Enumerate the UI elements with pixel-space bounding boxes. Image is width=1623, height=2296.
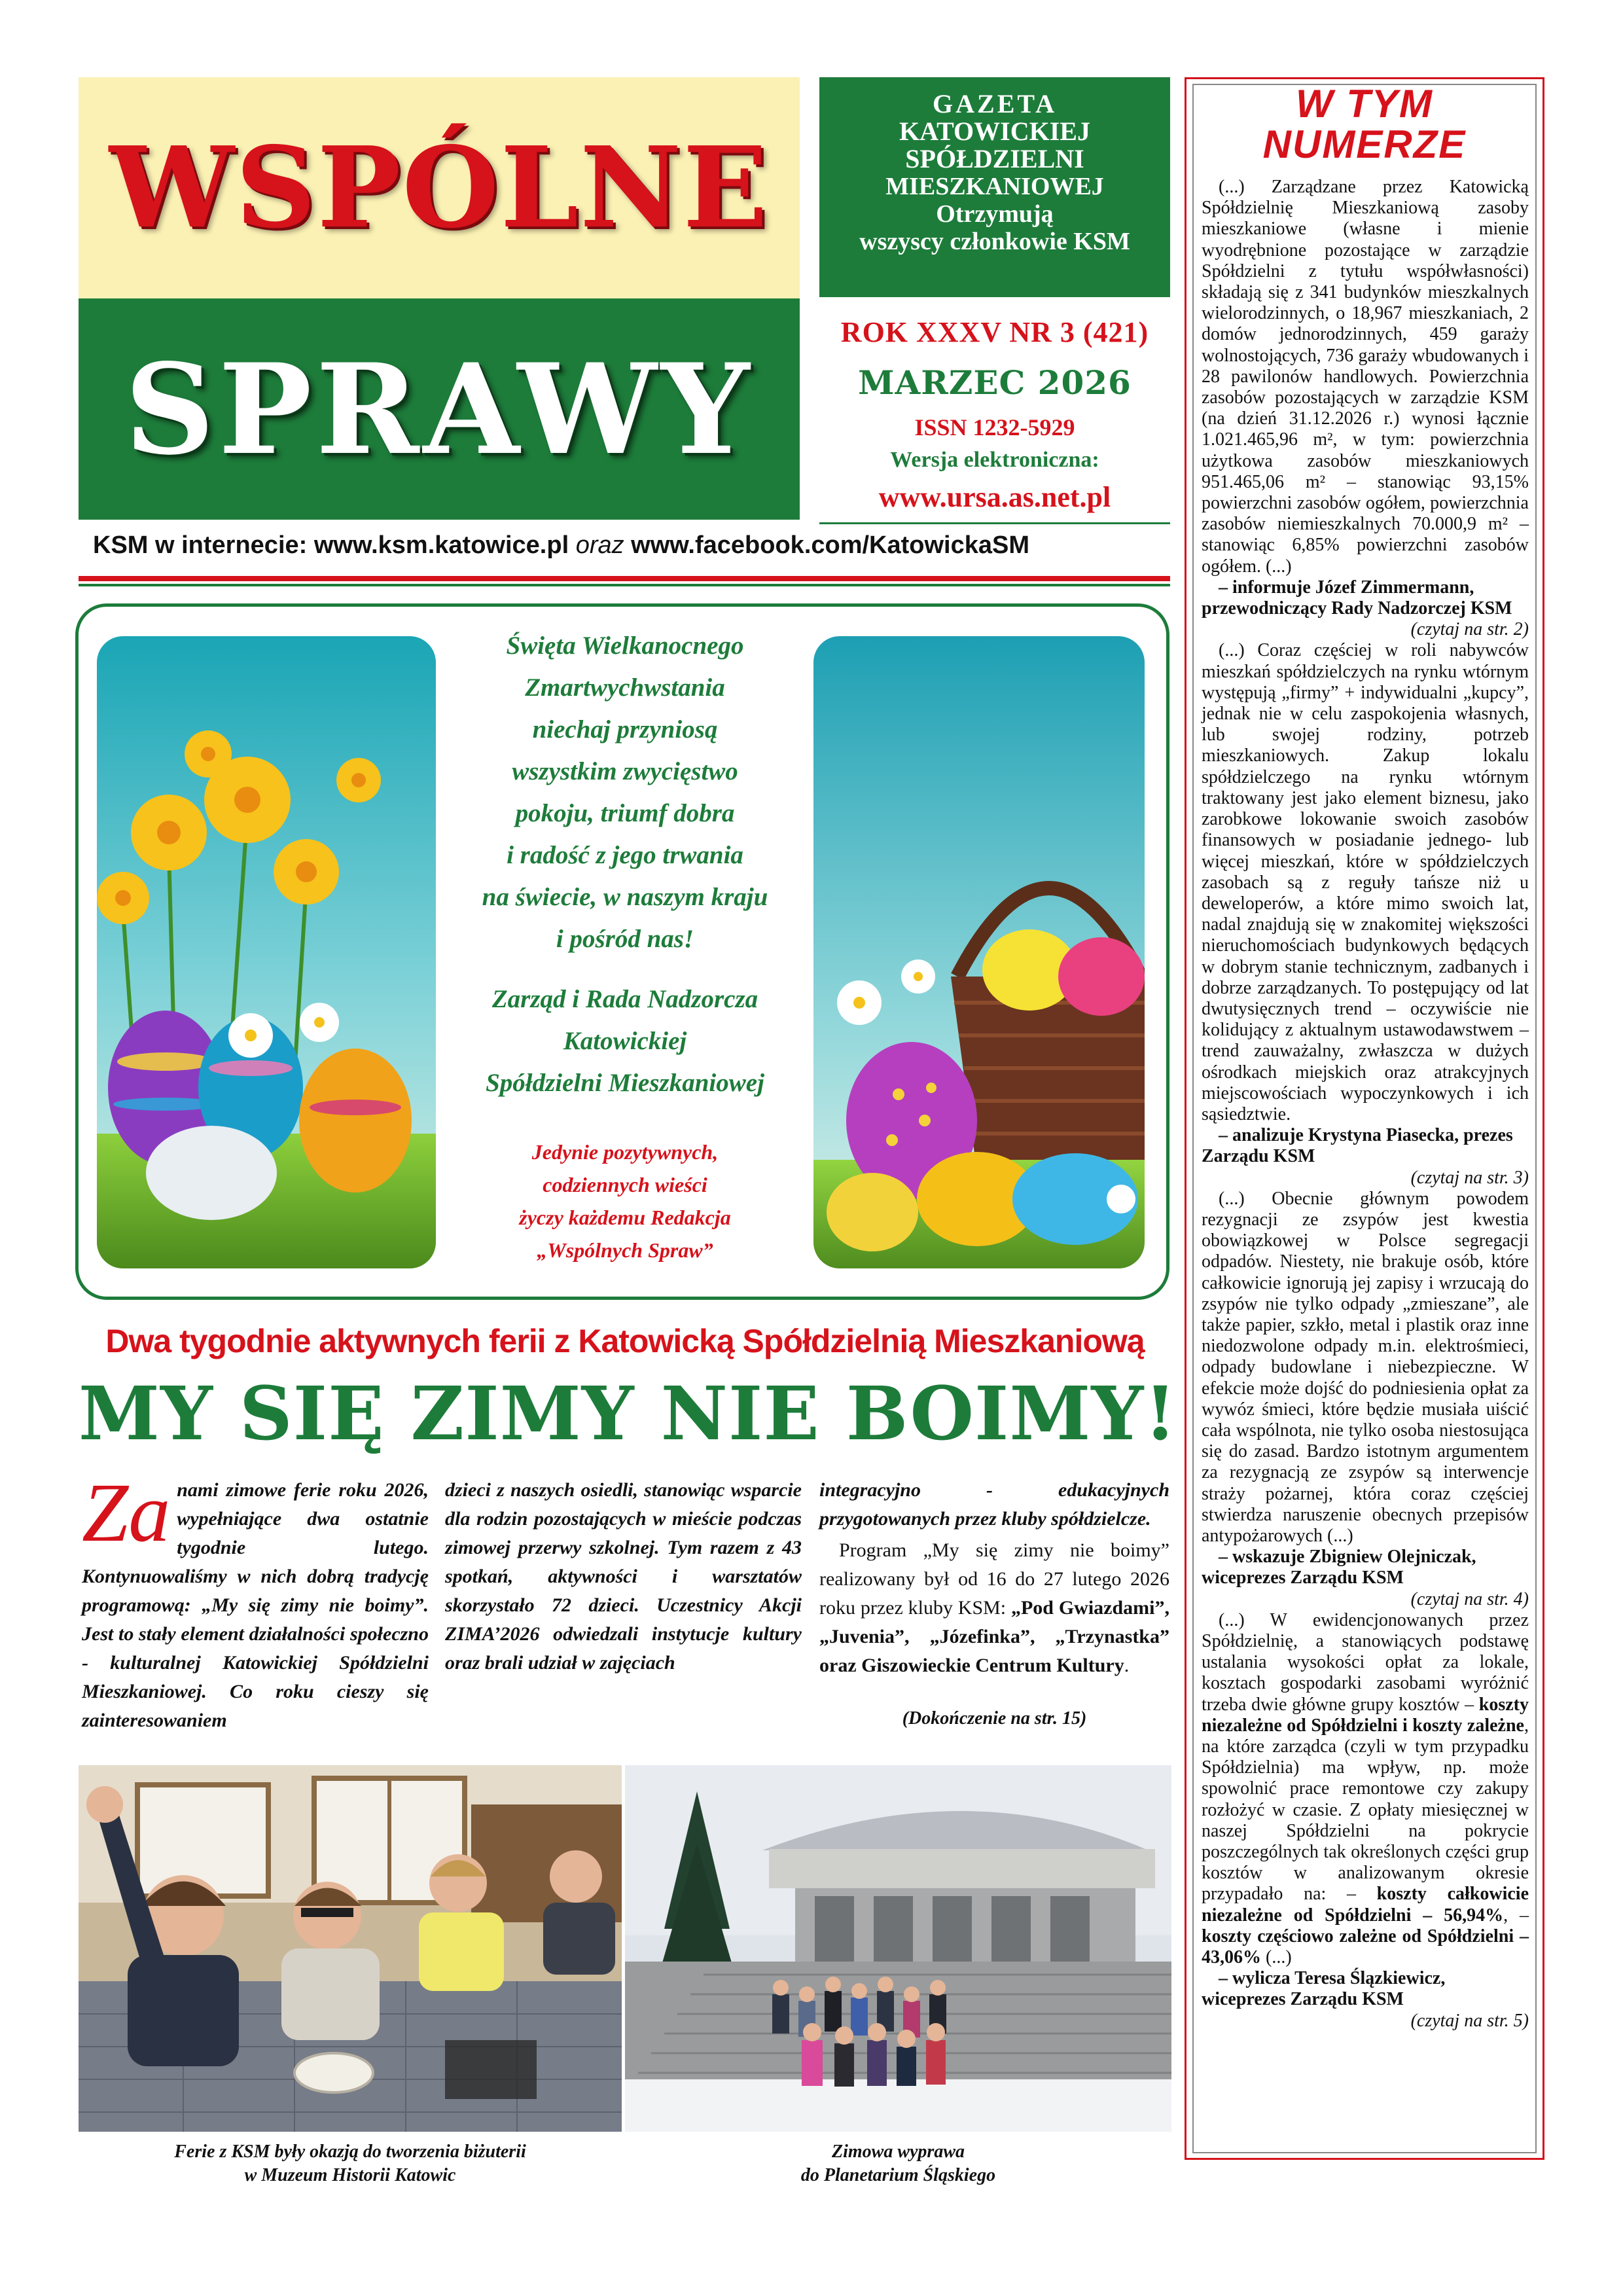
sidebar-author: – wskazuje Zbigniew Olejniczak, wiceprezes Zarządu KSM — [1202, 1547, 1476, 1588]
article-text: Program „My się zimy nie boimy” realizowany był od 16 do 27 lutego 2026 roku przez kluby KSM: — [819, 1539, 1169, 1619]
sidebar-excerpt — [1202, 1610, 1529, 1968]
internet-suffix[interactable]: www.facebook.com/KatowickaSM — [624, 531, 1030, 559]
sidebar-page-ref[interactable]: (czytaj na str. 5) — [1410, 2010, 1529, 2031]
excerpt-text: (...) W ewidencjonowanych przez Spółdzielnię, a stanowiących podstawę ustalania wysokości opłat za lokale, kosztach gospodarki zasobami wyróżnić trzeba dwie główne grupy kosztów – — [1202, 1609, 1529, 1715]
excerpt-text: , – — [1503, 1905, 1529, 1926]
gazette-line: Otrzymują — [936, 200, 1054, 228]
sidebar-title — [1192, 84, 1537, 165]
easter-line: na świecie, w naszym kraju — [482, 883, 768, 911]
excerpt-bold: koszty częściowo zależne od Spółdzielni – 43,06% — [1202, 1926, 1529, 1968]
issue-number: ROK XXXV NR 3 (421) — [840, 316, 1149, 348]
sidebar-page-ref[interactable]: (czytaj na str. 4) — [1410, 1588, 1529, 1609]
continued-note: (Dokończenie na str. 15) — [902, 1708, 1087, 1729]
easter-line: Zmartwychwstania — [525, 673, 725, 702]
easter-sign-line: Spółdzielni Mieszkaniowej — [486, 1069, 764, 1097]
easter-basket-image — [813, 636, 1145, 1268]
sidebar-excerpt: (...) Coraz częściej w roli nabywców mieszkań spółdzielczych na rynku wtórnym występują „firmy” + indywidualni „kupcy”, jednak nie w celu zaspokojenia własnych, lub swojej rodziny, potrzeb mieszkaniowych. Zakup lokalu spółdzielczego na rynku wtórnym traktowany jest jako element biznesu, jako zarobkowe lokowanie swoich zasobów finansowych w posiadanie jednego- lub więcej mieszkań, które w spółdzielczych zasobach są z reguły tańsze niż u deweloperów, a które mimo swoich lat, nadal znajdują się w znakomitej większości nieruchomościach budynkowych będących w dobrym stanie technicznym, zadbanych i dobrze zarządzanych. To postępujący od lat dwutysięcznych trend – oczywiście nie kolidujący z aktualnym ustawodawstwem – trend zauważalny, zwłaszcza w dużych ośrodkach miejskich oraz atrakcyjnych miejscowościach wypoczynkowych i ich sąsiedztwie. — [1202, 640, 1529, 1124]
easter-line: pokoju, triumf dobra — [515, 799, 735, 827]
masthead-title-sprawy: SPRAWY — [124, 336, 754, 482]
club-names: „Pod Gwiazdami”, „Juvenia”, „Józefinka”, „Trzynastka” oraz Giszowieckie Centrum Kultury — [819, 1597, 1169, 1676]
sidebar-author: – informuje Józef Zimmermann, przewodniczący Rady Nadzorczej KSM — [1202, 577, 1512, 619]
easter-sign-line: Zarząd i Rada Nadzorcza — [491, 985, 758, 1013]
issue-info — [819, 308, 1170, 517]
article-text: . — [1124, 1655, 1130, 1676]
masthead-title-wspolne: WSPÓLNE — [109, 122, 770, 253]
easter-signature — [452, 978, 798, 1104]
easter-eggs-flowers-image — [97, 636, 436, 1268]
gazette-line: SPÓŁDZIELNI — [905, 144, 1084, 173]
easter-line: wszystkim zwycięstwo — [512, 757, 738, 785]
planetarium-photo — [625, 1765, 1171, 2132]
photo-caption-planetarium — [625, 2140, 1171, 2187]
sidebar-body — [1202, 177, 1529, 2032]
caption-line: Ferie z KSM były okazją do tworzenia biżuterii — [174, 2142, 526, 2162]
sidebar-page-ref[interactable]: (czytaj na str. 2) — [1410, 619, 1529, 640]
gazette-line: MIESZKANIOWEJ — [885, 173, 1104, 200]
photo-caption-workshop — [79, 2140, 622, 2187]
sidebar-author: – wylicza Teresa Ślązkiewicz, wiceprezes Zarządu KSM — [1202, 1968, 1446, 2010]
sidebar-excerpt: (...) Zarządzane przez Katowicką Spółdzielnię Mieszkaniową zasoby mieszkaniowe (własne i mienie wyodrębnione pozostające w zarządzie Spółdzielni z tytułu współwłasności) składają się z 341 budynków mieszkalnych wielorodzinnych, o 18,967 mieszkaniach, 2 domów jednorodzinnych, 459 garaży wolnostojących, 736 garaży wbudowanych i 28 pawilonów handlowych. Powierzchnia zasobów pozostających w zarządzie KSM (na dzień 31.12.2026 r.) wynosi łącznie 1.021.465,96 m², w tym: powierzchnia użytkowa zasobów mieszkaniowych 951.465,06 m² – stanowiąc 93,15% powierzchni zasobów ogółem, powierzchnia zasobów niemieszkalnych 70.000,9 m² – stanowiąc 6,85% powierzchni zasobów ogółem. (...) — [1202, 177, 1529, 577]
masthead-title-top — [79, 77, 800, 298]
sidebar-title-line: W TYM — [1296, 82, 1433, 126]
caption-line: w Muzeum Historii Katowic — [244, 2165, 456, 2185]
gazette-description-box — [819, 77, 1170, 297]
internet-links — [79, 531, 1170, 571]
wish-line: Jedynie pozytywnych, — [531, 1140, 719, 1164]
easter-line: i pośród nas! — [556, 925, 694, 953]
article-paragraph — [819, 1536, 1169, 1680]
excerpt-bold: koszty niezależne od Spółdzielni i koszty zależne — [1202, 1694, 1529, 1736]
sidebar-excerpt: (...) Obecnie głównym powodem rezygnacji ze zsypów jest kwestia obowiązkowej w Polsce segregacji odpadów. Niestety, nie brakuje osób, które całkowicie ignorują jej zapisy i wrzucają do zsypów nie tylko odpady „zmieszane”, ale także papier, szkło, metal i plastik oraz inne niedozwolone odpady m.in. elektrośmieci, odpady budowlane i niebezpieczne. W efekcie może dojść do podniesienia opłat za wywóz śmieci, które będzie musiała uiścić cała wspólnota, nie tylko osoba niestosująca się do zasad. Bardzo istotnym argumentem za rezygnacją ze zsypów są interwencje straży pożarnej, która coraz częściej stwierdza naruszenie obecnych przepisów antypożarowych (...) — [1202, 1188, 1529, 1546]
easter-sign-line: Katowickiej — [563, 1027, 687, 1055]
sidebar-title-line: NUMERZE — [1262, 122, 1467, 166]
electronic-version-link[interactable]: www.ursa.as.net.pl — [878, 481, 1111, 513]
article-column-2 — [445, 1476, 802, 1677]
excerpt-text: , na które zarządca (czyli w tym przypadku Spółdzielnia) ma wpływ, np. może spowolnić prace remontowe czy zakupy rozłożyć w czasie. Z opłaty miesięcznej w naszej Spółdzielni na pokrycie poszczególnych tak określonych części grup kosztów w analizowanym okresie przypadało na: – — [1202, 1715, 1529, 1905]
internet-prefix[interactable]: KSM w internecie: www.ksm.katowice.pl — [93, 531, 576, 559]
divider — [79, 576, 1170, 581]
wish-line: codziennych wieści — [543, 1173, 707, 1196]
article-headline: MY SIĘ ZIMY NIE BOIMY! — [79, 1371, 1177, 1457]
easter-greeting-text — [452, 625, 798, 960]
article-text: nami zimowe ferie roku 2026, wypełniające dwa ostatnie tygodnie lutego. Kontynuowaliśmy w nich dobrą tradycję programową: „My się zimy nie boimy”. Jest to stały element działalności społeczno - kulturalnej Katowickiej Spółdzielni Mieszkaniowej. Co roku cieszy się zainteresowaniem — [82, 1479, 429, 1731]
article-subhead: Dwa tygodnie aktywnych ferii z Katowicką Spółdzielnią Mieszkaniową — [105, 1323, 1145, 1359]
wish-line: „Wspólnych Spraw” — [537, 1238, 713, 1262]
editorial-wish — [452, 1136, 798, 1266]
divider — [819, 522, 1170, 528]
caption-line: do Planetarium Śląskiego — [800, 2165, 996, 2185]
gazette-line: GAZETA — [933, 89, 1057, 118]
issn: ISSN 1232-5929 — [914, 414, 1075, 440]
caption-line: Zimowa wyprawa — [831, 2142, 965, 2162]
masthead-title-bottom — [79, 298, 800, 520]
article-text: dzieci z naszych osiedli, stanowiąc wsparcie dla rodzin pozostających w mieście podczas zimowej przerwy szkolnej. Tym razem z 43 spotkań, aktywności i warsztatów skorzystało 72 dzieci. Uczestnicy Akcji ZIMA’2026 odwiedzali instytucje kultury oraz brali udział w zajęciach — [445, 1479, 802, 1674]
easter-line: niechaj przyniosą — [532, 715, 718, 744]
electronic-version-label: Wersja elektroniczna: — [890, 448, 1099, 472]
drop-cap: Za — [82, 1466, 171, 1559]
excerpt-bold: koszty całkowicie niezależne od Spółdzielni – 56,94% — [1202, 1884, 1529, 1926]
sidebar-page-ref[interactable]: (czytaj na str. 3) — [1410, 1167, 1529, 1188]
internet-oraz: oraz — [575, 531, 624, 559]
article-column-1 — [82, 1466, 429, 1735]
excerpt-text: (...) — [1261, 1947, 1292, 1968]
article-column-3 — [819, 1476, 1169, 1680]
divider — [79, 584, 1170, 586]
easter-line: i radość z jego trwania — [507, 841, 743, 869]
gazette-line: wszyscy członkowie KSM — [859, 228, 1130, 255]
wish-line: życzy każdemu Redakcja — [519, 1206, 731, 1229]
issue-date: MARZEC 2026 — [858, 363, 1132, 402]
workshop-photo — [79, 1765, 622, 2132]
article-text: integracyjno - edukacyjnych przygotowanych przez kluby spółdzielcze. — [819, 1479, 1169, 1530]
sidebar-author: – analizuje Krystyna Piasecka, prezes Zarządu KSM — [1202, 1125, 1513, 1167]
gazette-line: KATOWICKIEJ — [899, 117, 1090, 146]
easter-line: Święta Wielkanocnego — [506, 632, 744, 660]
